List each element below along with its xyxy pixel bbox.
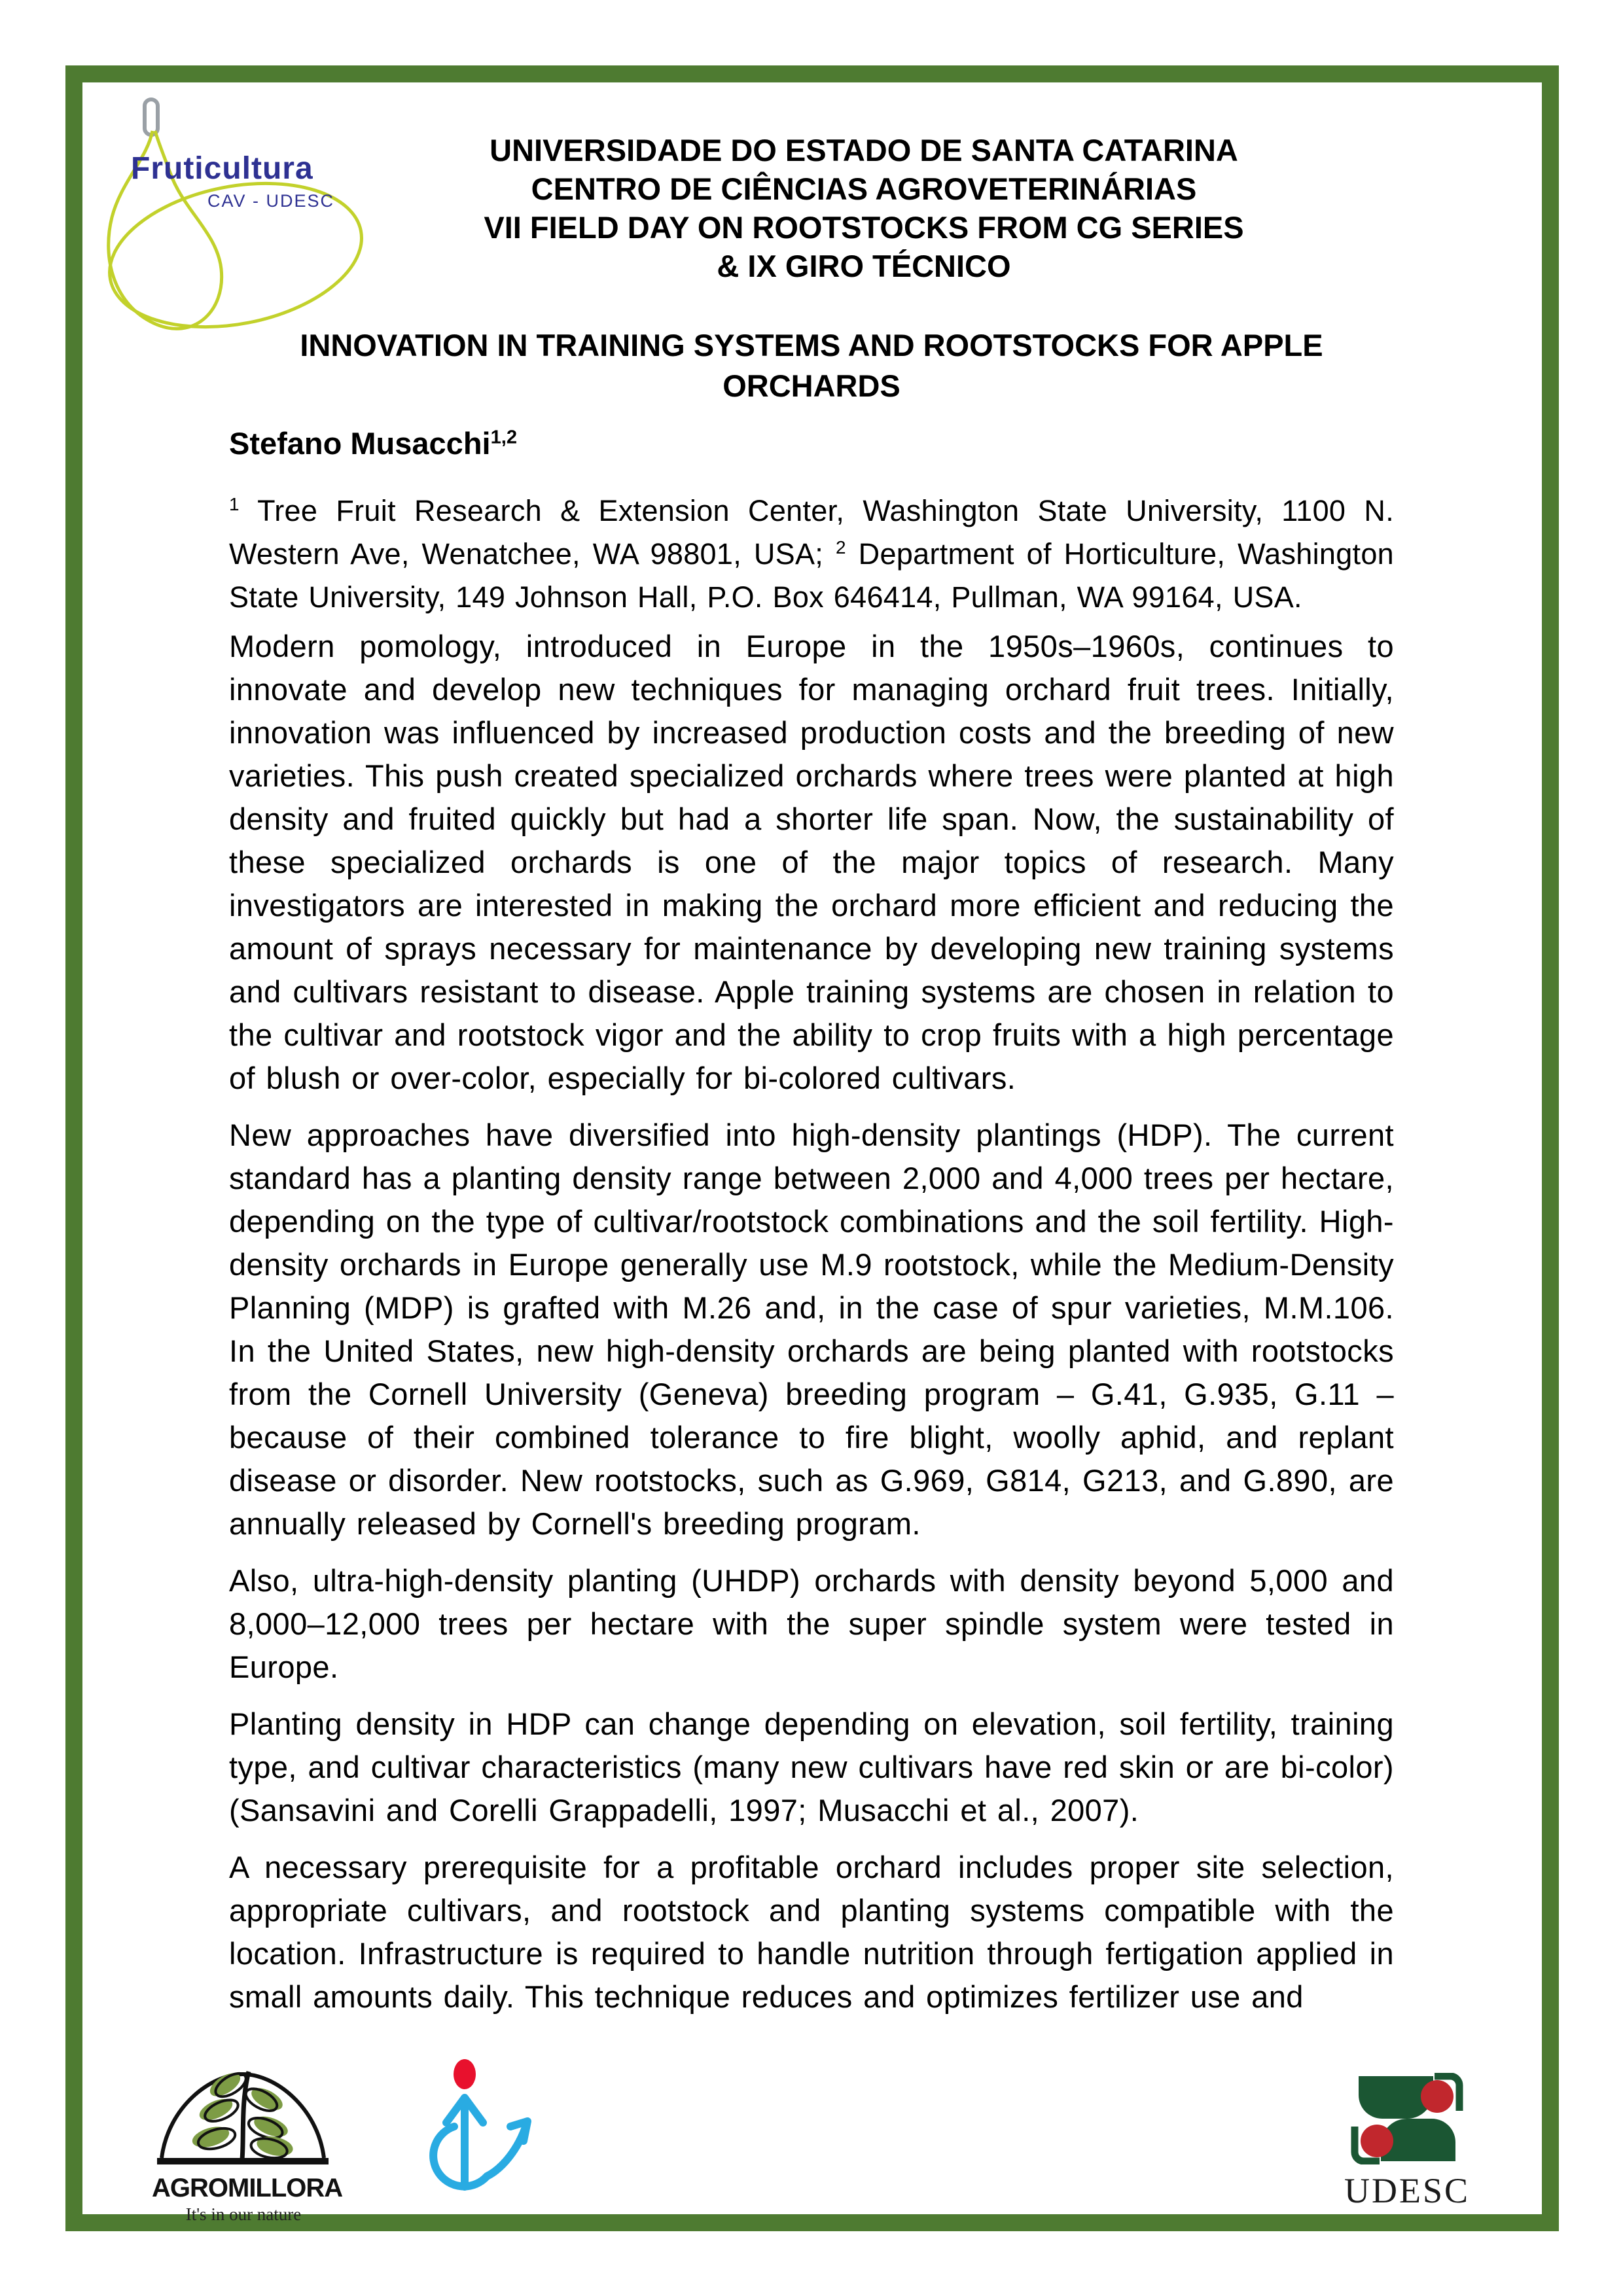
fruit-tree-arrow-logo [407, 2058, 538, 2199]
body-paragraph: Also, ultra-high-density planting (UHDP) orchards with density beyond 5,000 and 8,000–12,000 trees per hectare with the super spindle system were tested in Europe. [229, 1563, 1394, 1684]
fruit-dot-icon [454, 2059, 476, 2089]
body-paragraph: Planting density in HDP can change depending on elevation, soil fertility, training type, and cultivar characteristics (many new cultivars have red skin or are bi-color) (Sansavini and Corelli Grappadelli, 1997; Musacchi et al., 2007). [229, 1706, 1394, 1828]
header-line-center: CENTRO DE CIÊNCIAS AGROVETERINÁRIAS [531, 171, 1197, 206]
udesc-red-dot [1361, 2125, 1393, 2157]
fruticultura-logo [95, 96, 389, 344]
fruticultura-brand-text: Fruticultura [131, 151, 313, 186]
tree-arrow-strokes [433, 2098, 527, 2187]
paperclip-stem-icon [145, 99, 158, 135]
title-line-1: INNOVATION IN TRAINING SYSTEMS AND ROOTSTOCKS FOR APPLE [300, 328, 1323, 362]
page-title [229, 325, 1394, 406]
udesc-logo [1335, 2073, 1479, 2210]
udesc-flag-top [1359, 2076, 1459, 2119]
abstract-body [229, 625, 1394, 2032]
body-paragraph: A necessary prerequisite for a profitable orchard includes proper site selection, appropriate cultivars, and rootstock and planting systems compatible with the location. Infrastructure is required to handle nutrition through fertigation applied in small amounts daily. This technique reduces and optimizes fertilizer use and [229, 1850, 1394, 2014]
agromillora-logo [152, 2066, 343, 2224]
pear-icon [95, 96, 389, 344]
udesc-red-dot [1421, 2080, 1454, 2113]
udesc-name-text: UDESC [1344, 2171, 1471, 2210]
institution-header [399, 131, 1329, 285]
author-line [229, 425, 517, 461]
ground-bar [157, 2158, 329, 2164]
fruit-tree-arrow-icon [407, 2058, 538, 2199]
header-line-event: VII FIELD DAY ON ROOTSTOCKS FROM CG SERIES [484, 210, 1244, 245]
affiliation-sup-2: 2 [835, 537, 846, 557]
fruticultura-subtitle-text: CAV - UDESC [207, 191, 335, 211]
agromillora-name-text: AGROMILLORA [152, 2174, 343, 2202]
header-line-university: UNIVERSIDADE DO ESTADO DE SANTA CATARINA [490, 133, 1238, 168]
affiliation-text-2: Department of Horticulture, Washington State University, 149 Johnson Hall, P.O. Box 646414, Pullman, WA 99164, USA. [229, 537, 1394, 614]
title-line-2: ORCHARDS [722, 368, 901, 403]
affiliation-block [229, 489, 1394, 619]
affiliation-text-1: Tree Fruit Research & Extension Center, Washington State University, 1100 N. Western Ave, Wenatchee, WA 98801, USA; [229, 494, 1394, 571]
body-paragraph: Modern pomology, introduced in Europe in the 1950s–1960s, continues to innovate and develop new techniques for managing orchard fruit trees. Initially, innovation was influenced by increased production costs and the breeding of new varieties. This push created specialized orchards where trees were planted at high density and fruited quickly but had a shorter life span. Now, the sustainability of these specialized orchards is one of the major topics of research. Many investigators are interested in making the orchard more efficient and reducing the amount of sprays necessary for maintenance by developing new training systems and cultivars resistant to disease. Apple training systems are chosen in relation to the cultivar and rootstock vigor and the ability to crop fruits with a high percentage of blush or over-color, especially for bi-colored cultivars. [229, 629, 1394, 1095]
affiliation-sup-1: 1 [229, 494, 240, 514]
agromillora-tagline-text: It's in our nature [185, 2204, 302, 2224]
header-line-event2: & IX GIRO TÉCNICO [717, 249, 1011, 283]
author-superscript: 1,2 [490, 427, 518, 448]
udesc-symbol-icon [1335, 2073, 1479, 2164]
agromillora-tree-icon [152, 2066, 335, 2168]
body-paragraph: New approaches have diversified into high-density plantings (HDP). The current standard has a planting density range between 2,000 and 4,000 trees per hectare, depending on the type of cultivar/rootstock combinations and the soil fertility. High-density orchards in Europe generally use M.9 rootstock, while the Medium-Density Planning (MDP) is grafted with M.26 and, in the case of spur varieties, M.M.106. In the United States, new high-density orchards are being planted with rootstocks from the Cornell University (Geneva) breeding program – G.41, G.935, G.11 – because of their combined tolerance to fire blight, woolly aphid, and replant disease or disorder. New rootstocks, such as G.969, G814, G213, and G.890, are annually released by Cornell's breeding program. [229, 1118, 1394, 1541]
author-name: Stefano Musacchi [229, 426, 491, 461]
udesc-flag-bottom [1355, 2119, 1455, 2161]
